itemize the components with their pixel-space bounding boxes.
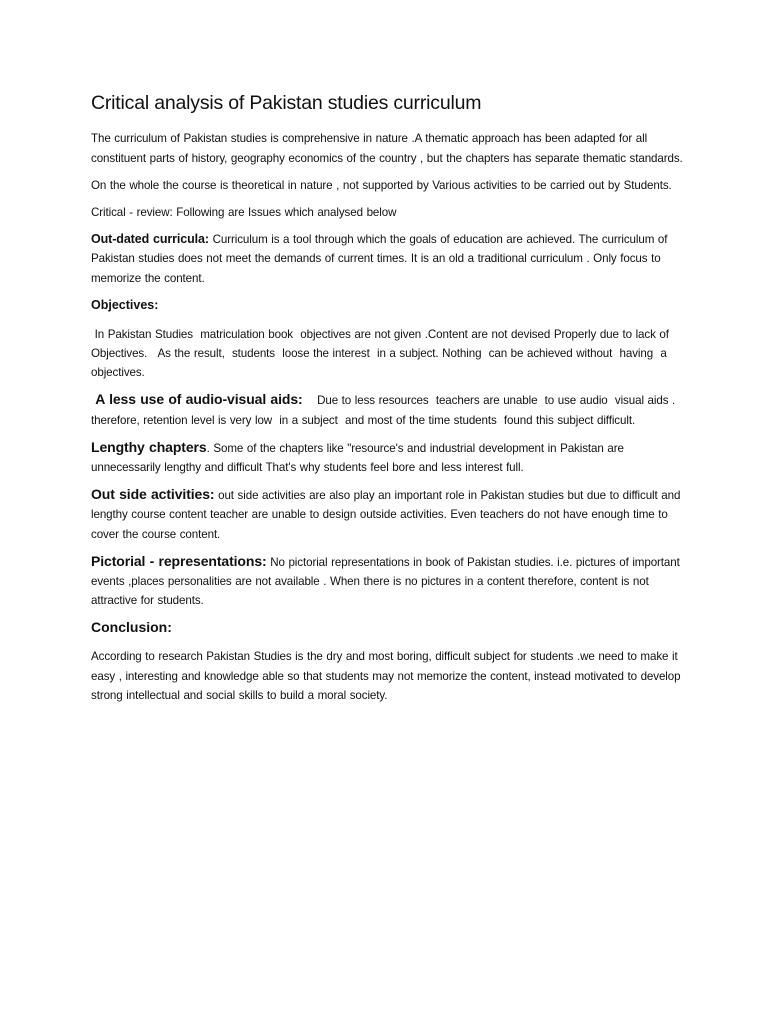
conclusion-heading: Conclusion:	[91, 619, 172, 636]
lengthy-chapters-heading: Lengthy chapters	[91, 438, 207, 455]
pictorial-heading: Pictorial - representations:	[91, 552, 267, 569]
audio-visual-heading: A less use of audio-visual aids:	[91, 391, 303, 408]
outdated-curricula-section	[91, 230, 691, 288]
outside-activities-text: out side activities are also play an important role in Pakistan studies but due to difficult and lengthy course content teacher are unable to design outside activities. Even teachers do not have enough time to cover the course content.	[91, 489, 681, 541]
intro-paragraph: The curriculum of Pakistan studies is comprehensive in nature .A thematic approach has been adapted for all constituent parts of history, geography economics of the country , but the chapters has separate thematic standards.	[91, 132, 683, 165]
course-nature-paragraph: On the whole the course is theoretical in nature , not supported by Various activities to be carried out by Students.	[91, 178, 672, 192]
outside-activities-section	[91, 485, 691, 544]
pictorial-text: No pictorial representations in book of Pakistan studies. i.e. pictures of important events ,places personalities are not available . When there is no pictures in a content therefore, content is not attractive for students.	[91, 555, 680, 608]
lengthy-chapters-text: . Some of the chapters like "resource's and industrial development in Pakistan are unnecessarily lengthy and difficult That's why students feel bore and less interest full.	[91, 441, 624, 475]
critical-review-paragraph: Critical - review: Following are Issues which analysed below	[91, 206, 397, 219]
pictorial-section	[91, 552, 691, 611]
conclusion-paragraph: According to research Pakistan Studies is the dry and most boring, difficult subject for students .we need to make it easy , interesting and knowledge able so that students may not memorize the content, instead motivated to develop strong intellectual and social skills to build a moral society.	[91, 650, 681, 702]
outdated-curricula-heading: Out-dated curricula:	[91, 232, 209, 247]
audio-visual-text: Due to less resources teachers are unable to use audio visual aids . therefore, retention level is very low in a subject and most of the time students found this subject difficult.	[91, 394, 679, 427]
objectives-paragraph: In Pakistan Studies matriculation book objectives are not given .Content are not devised Properly due to lack of Objectives. As the result, students loose the interest in a subject. Nothing can be achieved without having a objectives.	[91, 327, 674, 380]
document-page	[91, 92, 691, 713]
document-title: Critical analysis of Pakistan studies curriculum	[91, 92, 482, 114]
outdated-curricula-text: Curriculum is a tool through which the goals of education are achieved. The curriculum of Pakistan studies does not meet the demands of current times. It is an old a traditional curriculum . Only focus to memorize the content.	[91, 233, 668, 285]
objectives-heading: Objectives:	[91, 297, 159, 312]
outside-activities-heading: Out side activities:	[91, 486, 215, 503]
lengthy-chapters-section	[91, 438, 691, 477]
audio-visual-section	[91, 390, 691, 429]
